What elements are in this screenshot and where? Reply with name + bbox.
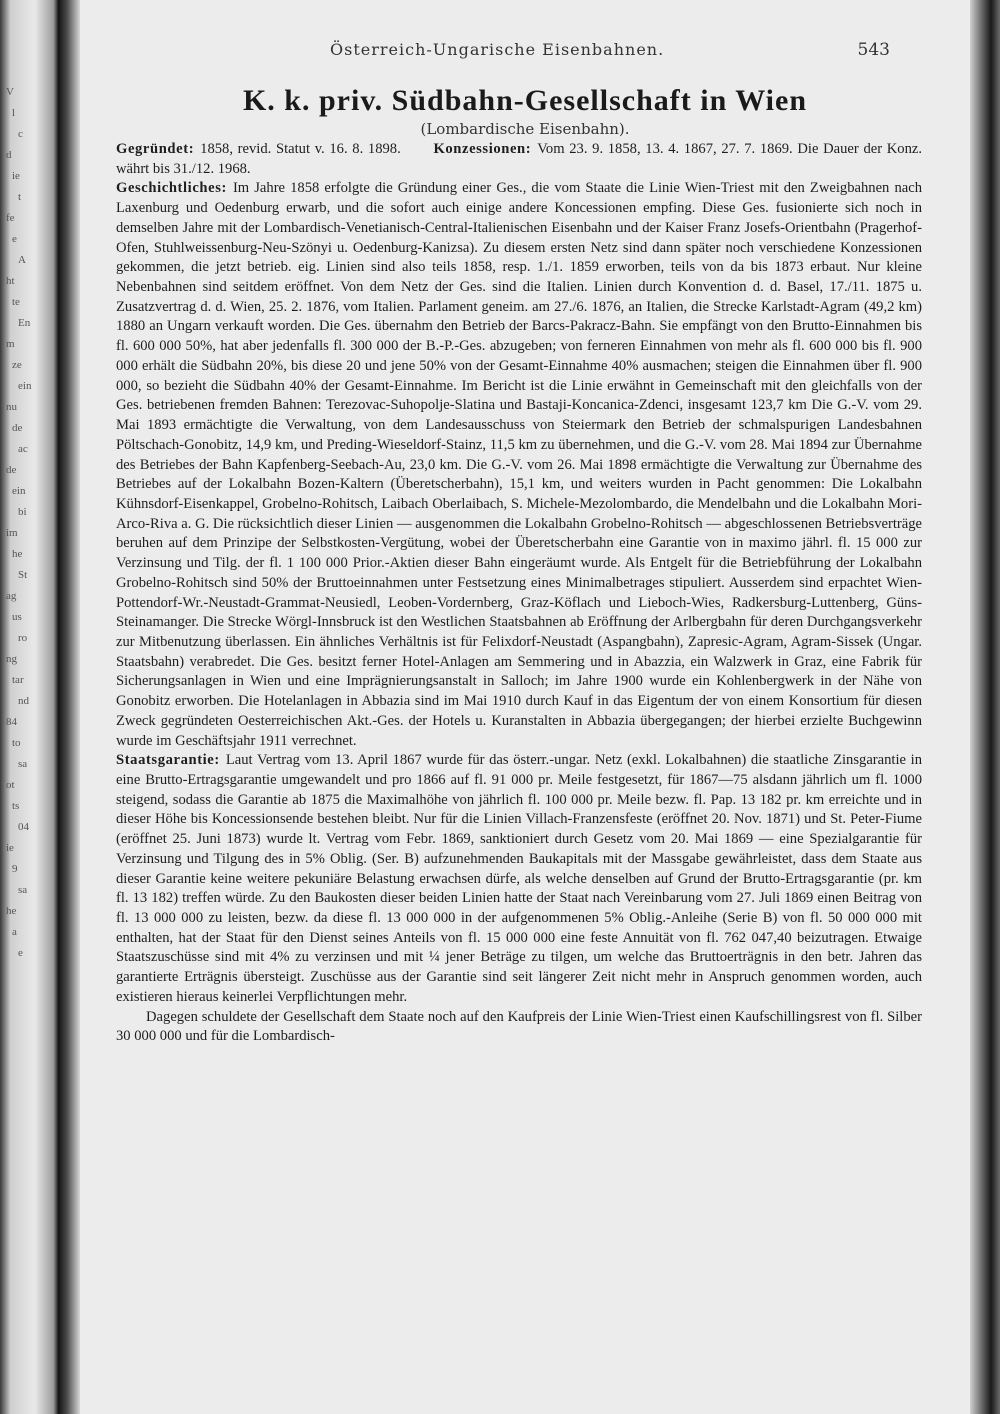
facing-page-fragment: e	[18, 947, 23, 959]
facing-page-fragment: sa	[18, 758, 28, 770]
facing-page-fragment: A	[18, 254, 26, 266]
concessions-text: Vom 23. 9. 1858, 13. 4. 1867, 27. 7. 1869. Die Dauer der Konz. währt bis 31./12. 1968.	[116, 141, 923, 177]
facing-page-fragment: ac	[18, 443, 28, 455]
facing-page-fragment: to	[12, 737, 21, 749]
facing-page-fragment: t	[18, 191, 22, 203]
facing-page-fragment: 9	[12, 863, 18, 875]
facing-page-fragment: a	[12, 926, 17, 938]
running-head: Österreich-Ungarische Eisenbahnen.	[330, 40, 665, 59]
facing-page-fragment: ze	[12, 359, 22, 371]
document-page	[80, 0, 970, 1414]
page-header	[80, 40, 970, 64]
facing-page-fragment: En	[18, 317, 31, 329]
facing-page-fragment: ein	[18, 380, 32, 392]
page-title: K. k. priv. Südbahn-Gesellschaft in Wien	[242, 84, 808, 117]
facing-page-fragment: ro	[18, 632, 28, 644]
facing-page-fragment: e	[12, 233, 17, 245]
facing-page-fragment: us	[12, 611, 22, 623]
section-debt	[116, 1008, 922, 1047]
section-founded	[116, 140, 922, 179]
facing-page-fragment: ie	[6, 842, 14, 854]
founded-label: Gegründet:	[116, 141, 195, 157]
facing-page-fragment: m	[6, 338, 15, 350]
page-right-edge	[970, 0, 1000, 1414]
facing-page-fragment: V	[6, 86, 14, 98]
facing-page-fragment: sa	[18, 884, 28, 896]
facing-page-fragment: 84	[6, 716, 17, 728]
facing-page-fragment: de	[12, 422, 23, 434]
guarantee-text: Laut Vertrag vom 13. April 1867 wurde für das österr.-ungar. Netz (exkl. Lokalbahnen) die staatliche Zinsgarantie in eine Brutto-Ertragsgarantie umgewandelt und pro 1866 auf fl. 91 000 pr. Meile festgesetzt, für 1867—75 alsdann jährlich um fl. 1000 steigend, sodass die Garantie ab 1875 die Maximalhöhe von jährlich fl. 100 000 pr. Meile bezw. fl. Pap. 13 182 pr. km erreichte und in dieser Höhe bis Koncessionsende bestehen bleibt. Nur für die Linien Villach-Franzensfeste (eröffnet 20. Nov. 1871) und St. Peter-Fiume (eröffnet 25. Juni 1873) wurde lt. Vertrag vom Febr. 1869, sanktioniert durch Gesetz vom 20. Mai 1869 — eine Spezialgarantie für Verzinsung und Tilgung des in 5% Oblig. (Ser. B) aufzunehmenden Baukapitals mit der Massgabe gewährleistet, dass dem Staate aus dieser Garantie keine weitere pekuniäre Belastung erwachsen dürfe, als welche denselben auf Grund der Brutto-Ertragsgarantie (pr. km fl. 13 182) treffen würde. Zu den Baukosten dieser beiden Linien hatte der Staat nach Vereinbarung vom 27. Juli 1869 einen Beitrag von fl. 13 000 000 zu leisten, bezw. da diese fl. 13 000 000 in der aufgenommenen 5% Oblig.-Anleihe (Serie B) von fl. 50 000 000 mit enthalten, hat der Staat für den Dienst seines Anteils von fl. 15 000 000 eine feste Annuität von fl. 762 047,40 beizutragen. Etwaige Staatszuschüsse sind mit 4% zu verzinsen und mit ¼ jener Beträge zu tilgen, um welche das Bruttoerträgnis in den betr. Jahren das garantierte Erträgnis übersteigt. Zuschüsse aus der Garantie sind seit längerer Zeit nicht mehr in Anspruch genommen worden, auch existieren hieraus keinerlei Verpflichtungen mehr.	[116, 752, 922, 1005]
facing-page-fragment: ie	[12, 170, 20, 182]
page-subtitle: (Lombardische Eisenbahn).	[420, 120, 630, 138]
facing-page-fragment: im	[6, 527, 18, 539]
book-gutter	[58, 0, 80, 1414]
facing-page-fragment: bi	[18, 506, 27, 518]
facing-page-fragment: ht	[6, 275, 15, 287]
facing-page-fragment: te	[12, 296, 20, 308]
founded-text: 1858, revid. Statut v. 16. 8. 1898.	[200, 141, 401, 157]
facing-page-edge	[0, 0, 58, 1414]
section-history	[116, 179, 922, 751]
facing-page-fragment: ag	[6, 590, 17, 602]
facing-page-fragment: de	[6, 464, 17, 476]
facing-page-fragment: c	[18, 128, 23, 140]
facing-page-fragment: ts	[12, 800, 20, 812]
facing-page-fragment: ng	[6, 653, 17, 665]
debt-text: Dagegen schuldete der Gesellschaft dem Staate noch auf den Kaufpreis der Linie Wien-Triest einen Kaufschillingsrest von fl. Silber 30 000 000 und für die Lombardisch-	[116, 1008, 922, 1045]
facing-page-fragment: fe	[6, 212, 15, 224]
concessions-label: Konzessionen:	[433, 141, 532, 157]
history-label: Geschichtliches:	[116, 180, 227, 197]
article-body	[116, 140, 922, 1047]
facing-page-fragment: ot	[6, 779, 15, 791]
facing-page-fragment: tar	[12, 674, 24, 686]
section-state-guarantee	[116, 751, 922, 1007]
facing-page-fragment: d	[6, 149, 12, 161]
facing-page-fragment: nd	[18, 695, 29, 707]
facing-page-fragment: 04	[18, 821, 29, 833]
history-text: Im Jahre 1858 erfolgte die Gründung einer Ges., die vom Staate die Linie Wien-Triest mit den Zweigbahnen nach Laxenburg und Oedenburg erwarb, und die sofort auch einige andere Koncessionen empfing. Diese Ges. fusionierte sich noch in demselben Jahre mit der Lombardisch-Venetianisch-Central-Italienischen Eisenbahn und der Kaiser Franz Josefs-Orientbahn (Pragerhof-Ofen, Stuhlweissenburg-Neu-Szönyi u. Oedenburg-Kanizsa). Zu diesem ersten Netz sind dann später noch verschiedene Konzessionen gekommen, die jetzt betrieb. eig. Linien sind also teils 1858, resp. 1./1. 1859 erworben, teils von da bis 1873 erbaut. Nur kleine Nebenbahnen sind seitdem eröffnet. Von dem Netz der Ges. sind die Italien. Linien durch Konvention d. d. Basel, 17./11. 1875 u. Zusatzvertrag d. d. Wien, 25. 2. 1876, vom Italien. Parlament geneim. am 27./6. 1876, an Italien, die Strecke Karlstadt-Agram (49,2 km) 1880 an Ungarn verkauft worden. Die Ges. übernahm den Betrieb der Barcs-Pakracz-Bahn. Sie empfängt von den Brutto-Einnahmen bis fl. 600 000 50%, hat aber jedenfalls fl. 300 000 der B.-P.-Ges. abzugeben; von ferneren Einnahmen von mehr als fl. 600 000 bis fl. 900 000 erhält die Südbahn 20%, bis diese 20 und jene 50% von der Gesamt-Einnahme 40% ausmachen; steigen die Einnahmen über fl. 900 000, so bezieht die Südbahn 40% der Gesamt-Einnahme. Im Bericht ist die Linie erwähnt in Gemeinschaft mit den gleichfalls von der Ges. betriebenen fremden Bahnen: Terezovac-Suhopolje-Slatina und Bastaji-Koncanica-Zdenci, insgesamt 123,7 km Die G.-V. vom 29. Mai 1893 ermächtigte die Verwaltung, von dem Landesausschuss von Steiermark den Betrieb der schmalspurigen Landesbahnen Pöltschach-Gonobitz, 14,9 km, und Preding-Wieseldorf-Stainz, 11,5 km zu übernehmen, und die G.-V. vom 28. Mai 1894 zur Übernahme des Betriebes der Bahn Kapfenberg-Seebach-Au, 23,0 km. Die G.-V. vom 26. Mai 1898 ermächtigte die Verwaltung zur Übernahme des Betriebes auf der Lokalbahn Bozen-Kaltern (Überetscherbahn), 15,1 km, und weiters wurden in Pacht genommen: Die Lokalbahn Kühnsdorf-Eisenkappel, Grobelno-Rohitsch, Laibach Oberlaibach, S. Michele-Mezolombardo, die Mendelbahn und die Lokalbahn Mori-Arco-Riva a. G. Die rücksichtlich dieser Linien — ausgenommen die Lokalbahn Grobelno-Rohitsch — abgeschlossenen Betriebsverträge beruhen auf dem Prinzipe der Selbstkosten-Vergütung, wobei der Überetscherbahn eine Garantie von in maximo jährl. fl. 15 000 zur Verzinsung und Tilg. der fl. 1 100 000 Prior.-Aktien dieser Bahn eingeräumt wurde. Als Entgelt für die Betriebführung der Lokalbahn Grobelno-Rohitsch sind 50% der Bruttoeinnahmen unter Festsetzung eines Minimalbetrages stipuliert. Ausserdem sind erpachtet Wien-Pottendorf-Wr.-Neustadt-Grammat-Neusiedl, Leoben-Vordernberg, Graz-Köflach und Lieboch-Wies, Radkersburg-Luttenberg, Güns-Steinamanger. Die Strecke Wörgl-Innsbruck ist den Westlichen Staatsbahnen ab Eröffnung der Arlbergbahn für deren Durchgangsverkehr zur Mitbenutzung überlassen. Ein ähnliches Verhältnis ist für Felixdorf-Neustadt (Aspangbahn), Zapresic-Agram, Agram-Sissek (Ungar. Staatsbahn) verabredet. Die Ges. besitzt ferner Hotel-Anlagen am Semmering und in Abazzia, ein Walzwerk in Graz, eine Fabrik für Sicherungsanlagen in Wien und eine Imprägnierungsanstalt in Salloch; im Jahre 1900 wurde ein Kohlenbergwerk in der Nähe von Gonobitz erworben. Die Hotelanlagen in Abbazia sind im Mai 1910 durch Kauf in das Eigentum der von einem Konsortium für diesen Zweck gegründeten Oesterreichischen Akt.-Ges. der Hotels u. Kuranstalten in Abbazia übergegangen; der hierbei erzielte Buchgewinn wurde im Geschäftsjahr 1911 verrechnet.	[116, 180, 922, 749]
page-number: 543	[857, 40, 890, 60]
facing-page-fragment: l	[12, 107, 16, 119]
facing-page-fragment: St	[18, 569, 28, 581]
facing-page-fragment: nu	[6, 401, 17, 413]
guarantee-label: Staatsgarantie:	[116, 752, 220, 769]
facing-page-fragment: he	[12, 548, 23, 560]
facing-page-fragment: ein	[12, 485, 26, 497]
facing-page-fragment: he	[6, 905, 17, 917]
